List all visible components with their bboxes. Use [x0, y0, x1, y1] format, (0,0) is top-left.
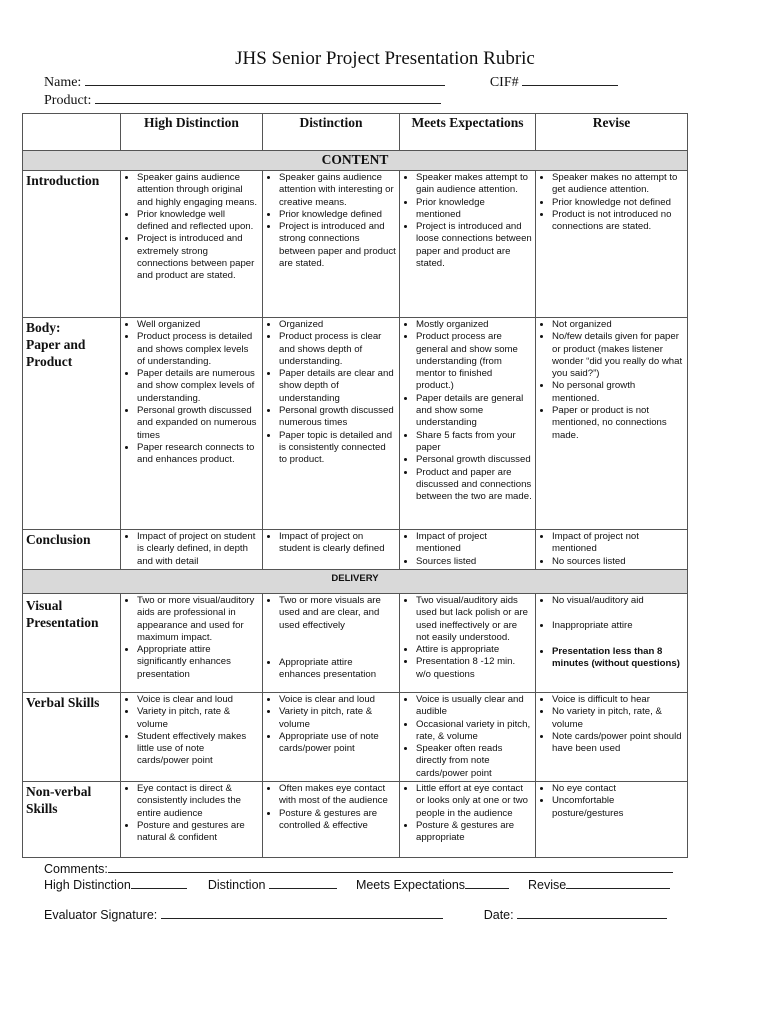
criterion: • No/few details given for paper or product (makes listener wonder “did you really do what you said?”): [552, 331, 684, 380]
column-high-distinction: High Distinction: [121, 114, 263, 151]
cell-visual-meets: [400, 594, 536, 693]
section-content-row: [23, 151, 688, 171]
evaluator-signature-field[interactable]: [161, 906, 443, 919]
criterion: • Appropriate attire enhances presentation: [279, 657, 396, 682]
criterion: • No visual/auditory aid: [552, 595, 684, 607]
criterion: • Presentation less than 8 minutes (without questions): [552, 646, 684, 671]
cell-visual-revise: [536, 594, 688, 693]
cell-verbal-high: [121, 693, 263, 782]
cell-verbal-meets: [400, 693, 536, 782]
product-field[interactable]: [95, 89, 441, 104]
criterion: • Voice is clear and loud: [137, 694, 259, 706]
criterion: • Product process is clear and shows depth of understanding.: [279, 331, 396, 368]
criterion: • Project is introduced and extremely strong connections between paper and product are stated.: [137, 233, 259, 282]
row-label-body-line2: Paper and Product: [26, 337, 86, 369]
criterion: • Uncomfortable posture/gestures: [552, 795, 684, 820]
criterion: • Prior knowledge defined: [279, 209, 396, 221]
criterion: • Voice is difficult to hear: [552, 694, 684, 706]
rubric-table: [22, 113, 688, 858]
criterion: • Student effectively makes little use of note cards/power point: [137, 731, 259, 768]
cell-body-high: [121, 318, 263, 530]
distinction-field[interactable]: [269, 876, 337, 889]
column-meets-expectations: Meets Expectations: [400, 114, 536, 151]
criterion: • Impact of project on student is clearly defined: [279, 531, 396, 556]
criterion: • Mostly organized: [416, 319, 532, 331]
cell-conclusion-meets: [400, 530, 536, 570]
criterion: • Voice is clear and loud: [279, 694, 396, 706]
section-delivery-row: [23, 570, 688, 594]
cell-body-revise: [536, 318, 688, 530]
cell-verbal-revise: [536, 693, 688, 782]
criterion: • Paper topic is detailed and is consistently connected to product.: [279, 430, 396, 467]
cell-introduction-distinction: [263, 171, 400, 318]
criterion: • Note cards/power point should have been used: [552, 731, 684, 756]
criterion: • Attire is appropriate: [416, 644, 532, 656]
criterion: • Paper details are clear and show depth of understanding: [279, 368, 396, 405]
cell-conclusion-revise: [536, 530, 688, 570]
criterion: • Speaker gains audience attention through original and highly engaging means.: [137, 172, 259, 209]
criterion: • Well organized: [137, 319, 259, 331]
column-distinction: Distinction: [263, 114, 400, 151]
criterion: • Sources listed: [416, 556, 532, 568]
high-distinction-label: High Distinction: [44, 878, 131, 892]
criterion: • Variety in pitch, rate & volume: [137, 706, 259, 731]
criterion: • Two or more visual/auditory aids are professional in appearance and used for maximum impact.: [137, 595, 259, 644]
score-line: [44, 876, 670, 892]
row-label-nonverbal-line1: Non-verbal: [26, 784, 92, 800]
signature-line: [44, 906, 667, 922]
cell-verbal-distinction: [263, 693, 400, 782]
section-delivery: DELIVERY: [23, 570, 688, 594]
criterion: • Voice is usually clear and audible: [416, 694, 532, 719]
cell-nonverbal-meets: [400, 782, 536, 858]
row-label-body: [23, 318, 121, 530]
criterion: • Often makes eye contact with most of the audience: [279, 783, 396, 808]
cell-nonverbal-high: [121, 782, 263, 858]
criterion: • No variety in pitch, rate, & volume: [552, 706, 684, 731]
cell-conclusion-distinction: [263, 530, 400, 570]
row-introduction: [23, 171, 688, 318]
criterion: • Prior knowledge not defined: [552, 197, 684, 209]
column-revise: Revise: [536, 114, 688, 151]
column-header-row: [23, 114, 688, 151]
criterion: • No eye contact: [552, 783, 684, 795]
criterion: • Two or more visuals are used and are clear, and used effectively: [279, 595, 396, 632]
criterion: • Share 5 facts from your paper: [416, 430, 532, 455]
row-nonverbal-skills: [23, 782, 688, 858]
cell-visual-distinction: [263, 594, 400, 693]
criterion: • Paper or product is not mentioned, no connections made.: [552, 405, 684, 442]
page-title: JHS Senior Project Presentation Rubric: [235, 48, 535, 69]
comments-field[interactable]: [108, 860, 673, 873]
evaluator-signature-label: Evaluator Signature:: [44, 908, 158, 922]
criterion: • Speaker makes attempt to gain audience attention.: [416, 172, 532, 197]
cell-body-distinction: [263, 318, 400, 530]
criterion: • Paper details are general and show some understanding: [416, 393, 532, 430]
row-label-nonverbal-line2: Skills: [26, 801, 58, 817]
name-line: [44, 71, 618, 91]
criterion: • Impact of project on student is clearly defined, in depth and with detail: [137, 531, 259, 568]
cell-nonverbal-revise: [536, 782, 688, 858]
product-line: [44, 89, 441, 109]
cell-introduction-high: [121, 171, 263, 318]
comments-line: [44, 860, 673, 876]
date-label: Date:: [483, 908, 514, 922]
criterion: • Impact of project not mentioned: [552, 531, 684, 556]
criterion: • Personal growth discussed numerous times: [279, 405, 396, 430]
criterion: • Impact of project mentioned: [416, 531, 532, 556]
cell-conclusion-high: [121, 530, 263, 570]
distinction-label: Distinction: [207, 878, 266, 892]
criterion: • Personal growth discussed: [416, 454, 532, 466]
criterion: • Little effort at eye contact or looks only at one or two people in the audience: [416, 783, 532, 820]
criterion: • Posture & gestures are appropriate: [416, 820, 532, 845]
row-label-visual: [23, 594, 121, 693]
criterion: • No personal growth mentioned.: [552, 380, 684, 405]
criterion: • Product process is detailed and shows complex levels of understanding.: [137, 331, 259, 368]
cif-field[interactable]: [522, 71, 618, 86]
criterion: • Variety in pitch, rate & volume: [279, 706, 396, 731]
revise-field[interactable]: [566, 876, 670, 889]
meets-expectations-field[interactable]: [465, 876, 509, 889]
criterion: • Prior knowledge mentioned: [416, 197, 532, 222]
cell-body-meets: [400, 318, 536, 530]
criterion: • Inappropriate attire: [552, 620, 684, 632]
row-visual-presentation: [23, 594, 688, 693]
criterion: • Speaker makes no attempt to get audience attention.: [552, 172, 684, 197]
row-conclusion: [23, 530, 688, 570]
cell-introduction-meets: [400, 171, 536, 318]
name-label: Name:: [44, 75, 82, 90]
criterion: • Speaker gains audience attention with interesting or creative means.: [279, 172, 396, 209]
criterion: • Personal growth discussed and expanded on numerous times: [137, 405, 259, 442]
section-content: CONTENT: [23, 151, 688, 171]
high-distinction-field[interactable]: [131, 876, 187, 889]
criterion: • Project is introduced and strong connections between paper and product are stated.: [279, 221, 396, 270]
meets-expectations-label: Meets Expectations: [355, 878, 466, 892]
criterion: • Product is not introduced no connections are stated.: [552, 209, 684, 234]
row-label-verbal: Verbal Skills: [23, 693, 121, 782]
criterion: • Occasional variety in pitch, rate, & volume: [416, 719, 532, 744]
criterion: • No sources listed: [552, 556, 684, 568]
comments-label: Comments:: [44, 862, 108, 876]
criterion: • Two visual/auditory aids used but lack polish or are used ineffectively or are not easily understood.: [416, 595, 532, 644]
row-verbal-skills: [23, 693, 688, 782]
cif-label: CIF#: [489, 75, 519, 90]
criterion: • Prior knowledge well defined and reflected upon.: [137, 209, 259, 234]
criterion: • Project is introduced and loose connections between paper and product are stated.: [416, 221, 532, 270]
date-field[interactable]: [517, 906, 667, 919]
criterion: • Appropriate attire significantly enhances presentation: [137, 644, 259, 681]
criterion: • Presentation 8 -12 min. w/o questions: [416, 656, 532, 681]
criterion: • Paper research connects to and enhances product.: [137, 442, 259, 467]
product-label: Product:: [44, 93, 92, 108]
criterion: • Product and paper are discussed and connections between the two are made.: [416, 467, 532, 504]
criterion: • Posture and gestures are natural & confident: [137, 820, 259, 845]
row-label-nonverbal: [23, 782, 121, 858]
cell-visual-high: [121, 594, 263, 693]
criterion: • Posture & gestures are controlled & effective: [279, 808, 396, 833]
criterion: • Organized: [279, 319, 396, 331]
criterion: • Eye contact is direct & consistently includes the entire audience: [137, 783, 259, 820]
row-label-introduction: Introduction: [23, 171, 121, 318]
criterion: • Product process are general and show some understanding (from mentor to finished product.): [416, 331, 532, 392]
corner-cell: [23, 114, 121, 151]
criterion: • Paper details are numerous and show complex levels of understanding.: [137, 368, 259, 405]
criterion: • Speaker often reads directly from note cards/power point: [416, 743, 532, 780]
row-label-conclusion: Conclusion: [23, 530, 121, 570]
criterion: • Appropriate use of note cards/power point: [279, 731, 396, 756]
row-body: [23, 318, 688, 530]
cell-introduction-revise: [536, 171, 688, 318]
criterion: • Not organized: [552, 319, 684, 331]
name-field[interactable]: [85, 71, 445, 86]
row-label-visual-line2: Presentation: [26, 615, 99, 630]
cell-nonverbal-distinction: [263, 782, 400, 858]
row-label-visual-line1: Visual: [26, 598, 63, 613]
row-label-body-line1: Body:: [26, 320, 61, 335]
revise-label: Revise: [528, 878, 567, 892]
